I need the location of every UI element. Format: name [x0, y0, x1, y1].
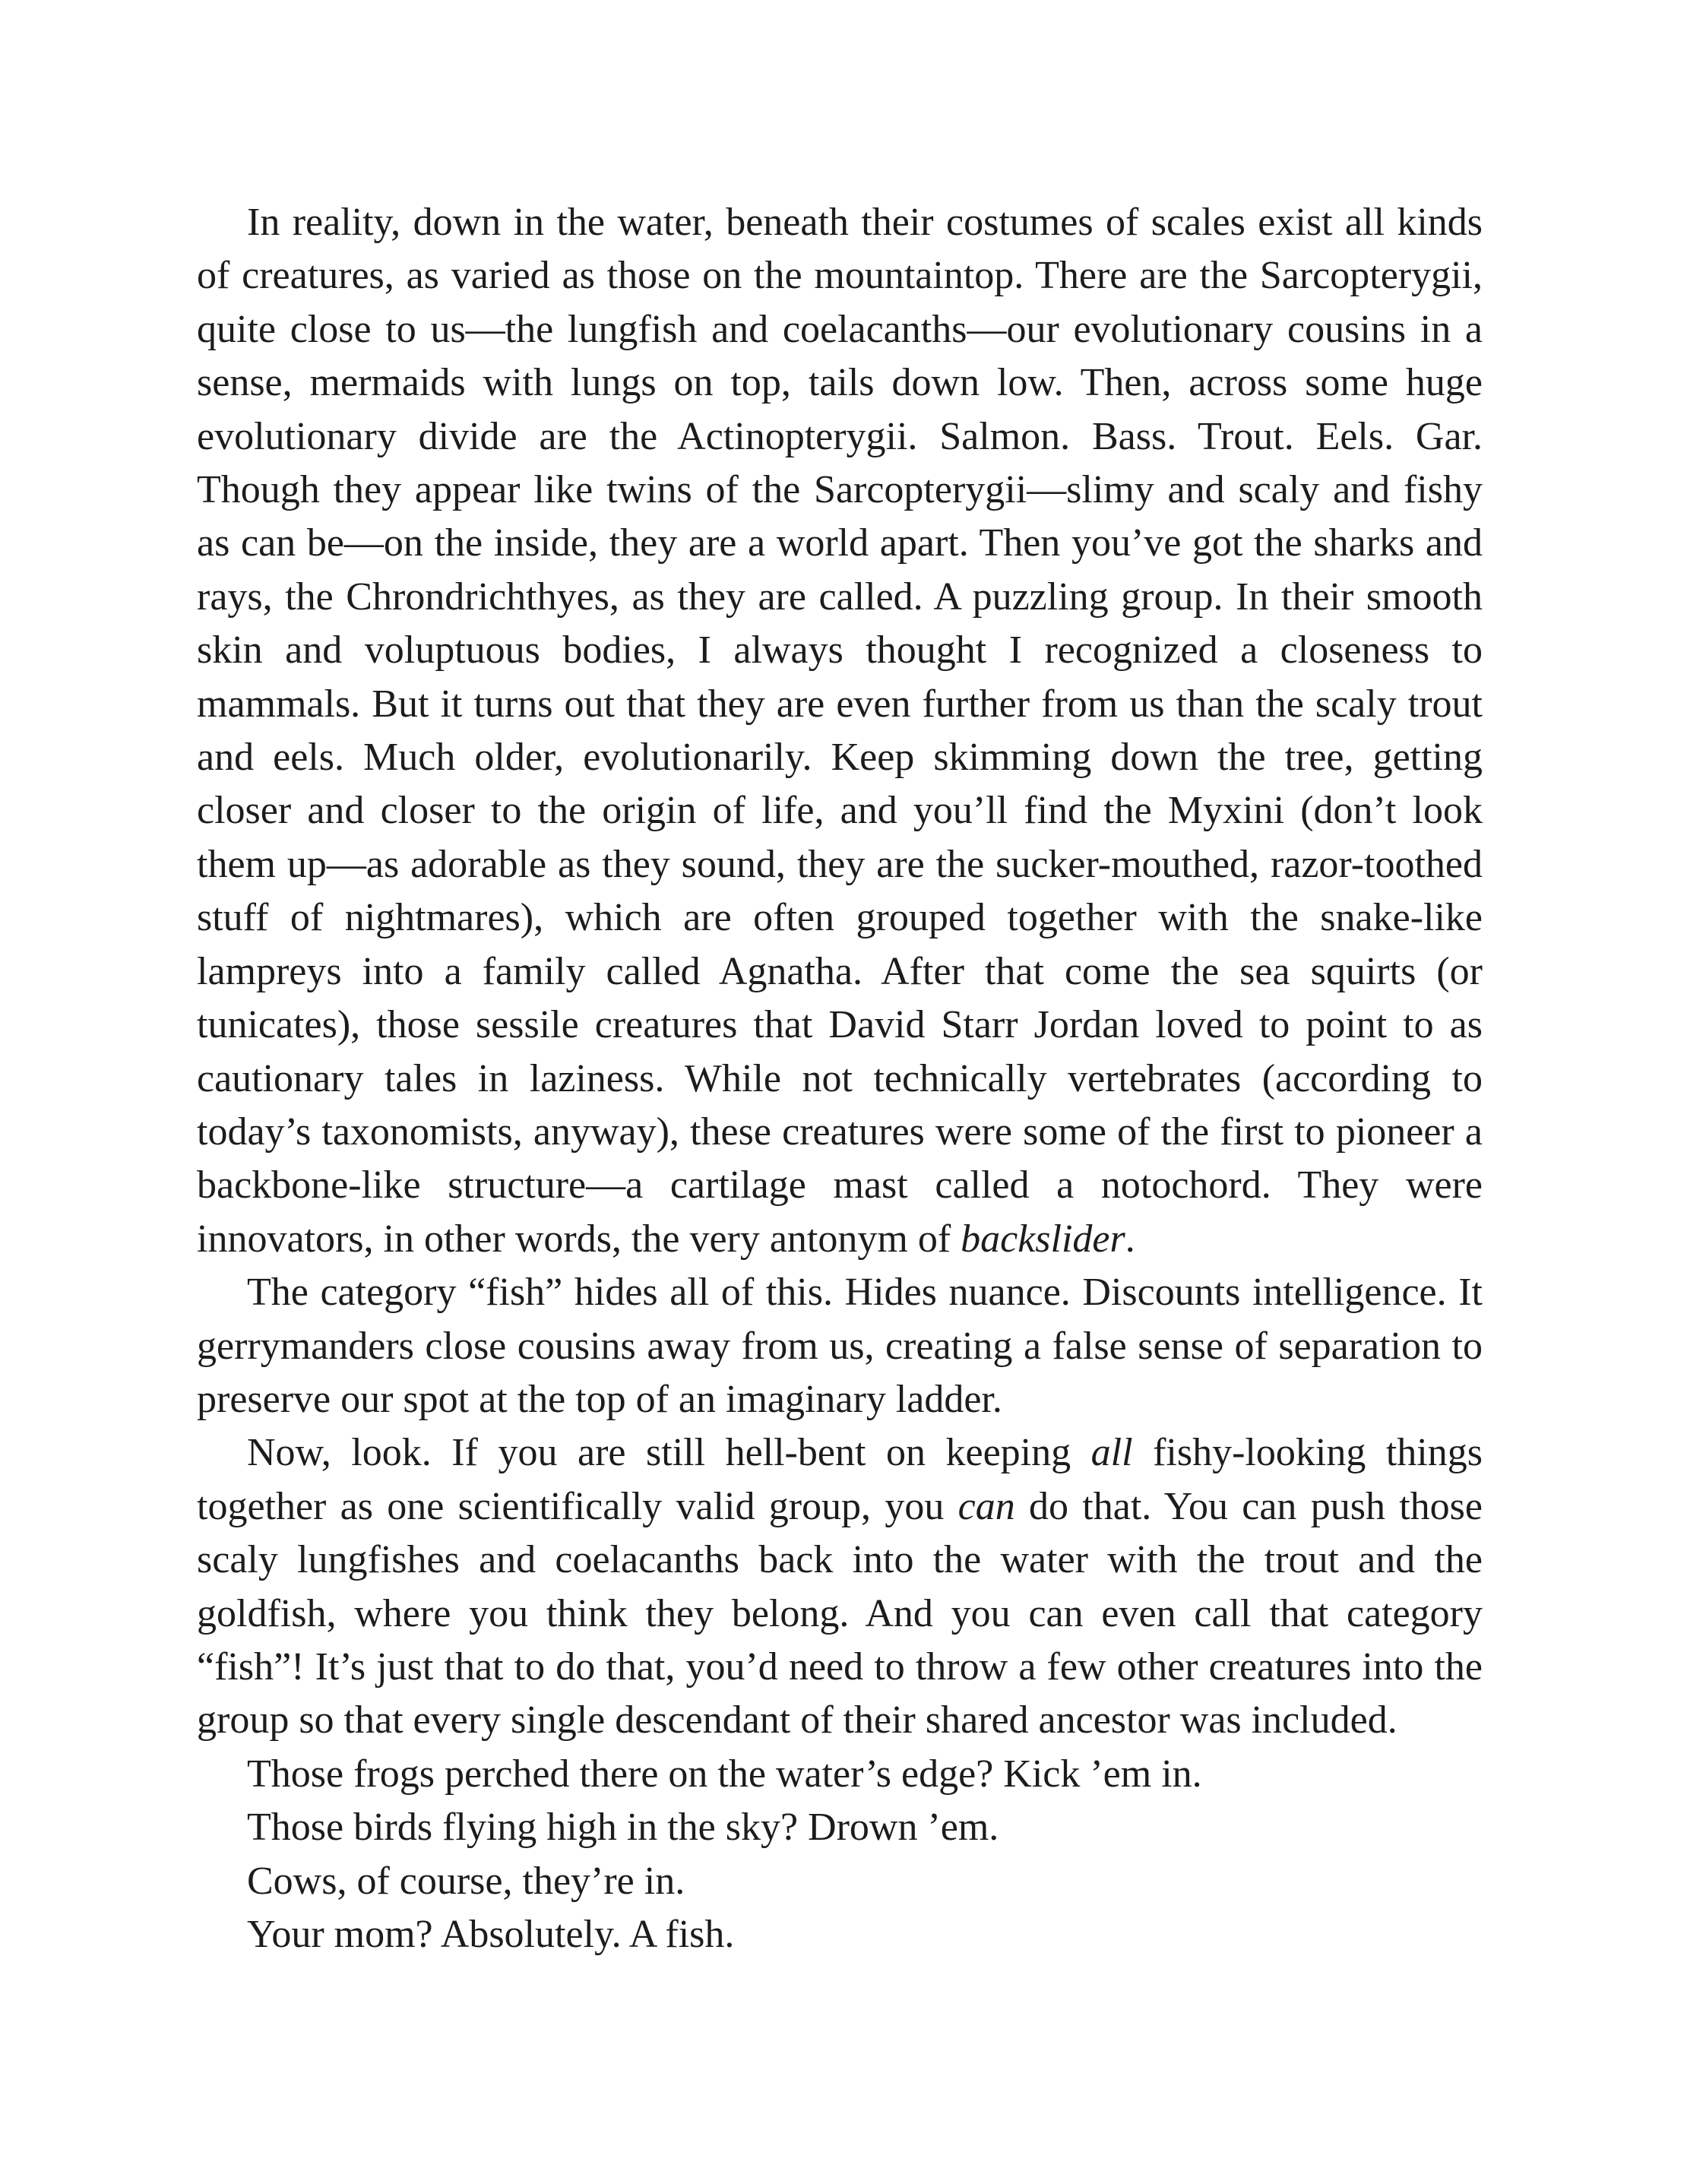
paragraph-cows: Cows, of course, they’re in. [247, 1859, 685, 1903]
paragraph-text: The category “fish” hides all of this. Hides nuance. Discounts intelligence. It gerrymanders close cousins away from us, creating a false sense of separation to preserve our spot at the top of an imaginary ladder. [197, 1271, 1483, 1421]
paragraph-now-look [197, 1426, 1483, 1747]
paragraph-category-fish [197, 1266, 1483, 1426]
paragraph-mom: Your mom? Absolutely. A fish. [247, 1913, 735, 1956]
italic-word-all: all [1090, 1431, 1133, 1475]
paragraph-text: fishy-looking things together as one scientifically valid group, you [197, 1431, 1483, 1528]
paragraph-text: In reality, down in the water, beneath their costumes of scales exist all kinds of creatures, as varied as those on the mountaintop. There are the Sarcopterygii, quite close to us—the lungfish and coelacanths—our evolutionary cousins in a sense, mermaids with lungs on top, tails down low. Then, across some huge evolutionary divide are the Actinopterygii. Salmon. Bass. Trout. Eels. Gar. Though they appear like twins of the Sarcopterygii—slimy and scaly and fishy as can be—on the inside, they are a world apart. Then you’ve got the sharks and rays, the Chrondrichthyes, as they are called. A puzzling group. In their smooth skin and voluptuous bodies, I always thought I recognized a closeness to mammals. But it turns out that they are even further from us than the scaly trout and eels. Much older, evolutionarily. Keep skimming down the tree, getting closer and closer to the origin of life, and you’ll find the Myxini (don’t look them up—as adorable as they sound, they are the sucker-mouthed, razor-toothed stuff of nightmares), which are often grouped together with the snake-like lampreys into a family called Agnatha. After that come the sea squirts (or tunicates), those sessile creatures that David Starr Jordan loved to point to as cautionary tales in laziness. While not technically vertebrates (according to today’s taxonomists, anyway), these creatures were some of the first to pioneer a backbone-like structure—a cartilage mast called a notochord. They were innovators, in other words, the very antonym of [197, 201, 1483, 1261]
paragraph-end: . [1125, 1217, 1135, 1261]
italic-word-can: can [957, 1484, 1015, 1528]
paragraph-frogs: Those frogs perched there on the water’s edge? Kick ’em in. [247, 1752, 1202, 1796]
page-body [197, 196, 1483, 1961]
italic-term-backslider: backslider [961, 1217, 1125, 1261]
paragraph-fish-taxonomy [197, 196, 1483, 1266]
paragraph-birds: Those birds flying high in the sky? Drown ’em. [247, 1806, 999, 1850]
paragraph-text: do that. You can push those scaly lungfishes and coelacanths back into the water with the trout and the goldfish, where you think they belong. And you can even call that category “fish”! It’s just that to do that, you’d need to throw a few other creatures into the group so that every single descendant of their shared ancestor was included. [197, 1484, 1483, 1742]
paragraph-text: Now, look. If you are still hell-bent on keeping [247, 1431, 1091, 1475]
